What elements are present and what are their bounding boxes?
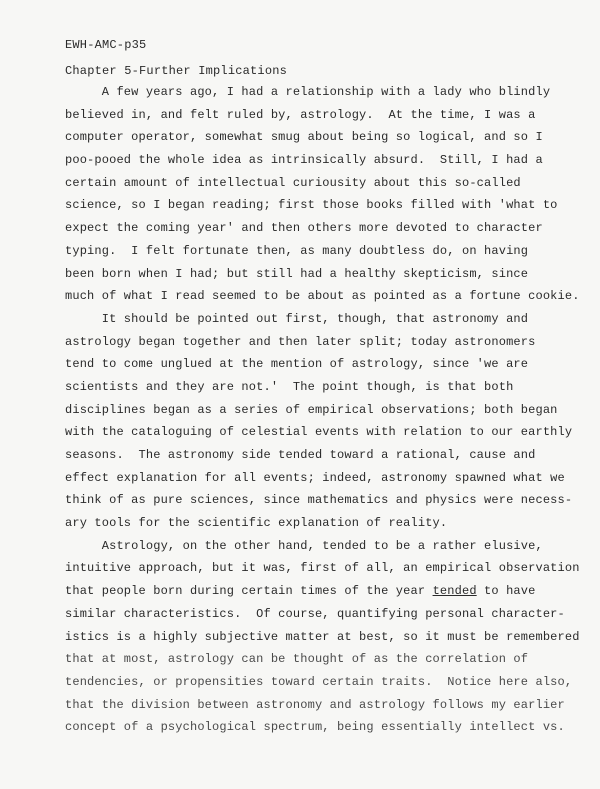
underlined-word: tended xyxy=(432,584,477,599)
text-line: believed in, and felt ruled by, astrology. At the time, I was a xyxy=(65,107,536,122)
text-line: tend to come unglued at the mention of astrology, since 'we are xyxy=(65,357,529,372)
text-line: istics is a highly subjective matter at best, so it must be remembered xyxy=(65,629,580,644)
text-line: A few years ago, I had a relationship with a lady who blindly xyxy=(65,85,551,99)
text-line: concept of a psychological spectrum, being essentially intellect vs. xyxy=(65,720,565,735)
text-line: scientists and they are not.' The point though, is that both xyxy=(65,379,514,394)
text-line: It should be pointed out first, though, that astronomy and xyxy=(65,311,529,326)
text-line-with-underline xyxy=(65,580,585,603)
text-line: think of as pure sciences, since mathematics and physics were necess- xyxy=(65,493,573,508)
text-line: that the division between astronomy and astrology follows my earlier xyxy=(65,697,565,712)
text-line: with the cataloguing of celestial events with relation to our earthly xyxy=(65,425,573,440)
text-line: astrology began together and then later split; today astronomers xyxy=(65,334,536,349)
text-line: poo-pooed the whole idea as intrinsically absurd. Still, I had a xyxy=(65,153,543,168)
text-line: effect explanation for all events; indeed, astronomy spawned what we xyxy=(65,470,565,485)
text-line: intuitive approach, but it was, first of all, an empirical observation xyxy=(65,561,580,576)
text-segment: that people born during certain times of the year xyxy=(65,584,433,599)
text-line: certain amount of intellectual curiousity about this so-called xyxy=(65,175,521,190)
body-text xyxy=(65,81,585,739)
text-line: tendencies, or propensities toward certain traits. Notice here also, xyxy=(65,674,573,689)
text-line: been born when I had; but still had a healthy skepticism, since xyxy=(65,266,529,281)
text-line: ary tools for the scientific explanation of reality. xyxy=(65,516,448,531)
text-line: disciplines began as a series of empirical observations; both began xyxy=(65,402,558,417)
text-line: science, so I began reading; first those books filled with 'what to xyxy=(65,198,558,213)
text-line: expect the coming year' and then others more devoted to character xyxy=(65,221,543,236)
text-line: similar characteristics. Of course, quantifying personal character- xyxy=(65,606,565,621)
text-line: seasons. The astronomy side tended toward a rational, cause and xyxy=(65,448,536,462)
chapter-title: Chapter 5-Further Implications xyxy=(65,64,288,78)
text-line: much of what I read seemed to be about as pointed as a fortune cookie. xyxy=(65,289,580,304)
text-line: computer operator, somewhat smug about being so logical, and so I xyxy=(65,130,543,145)
text-line: typing. I felt fortunate then, as many doubtless do, on having xyxy=(65,243,529,258)
text-line: that at most, astrology can be thought of as the correlation of xyxy=(65,652,529,667)
text-line: Astrology, on the other hand, tended to be a rather elusive, xyxy=(65,538,543,553)
text-segment: to have xyxy=(476,584,536,599)
page-header: EWH-AMC-p35 xyxy=(65,38,147,52)
